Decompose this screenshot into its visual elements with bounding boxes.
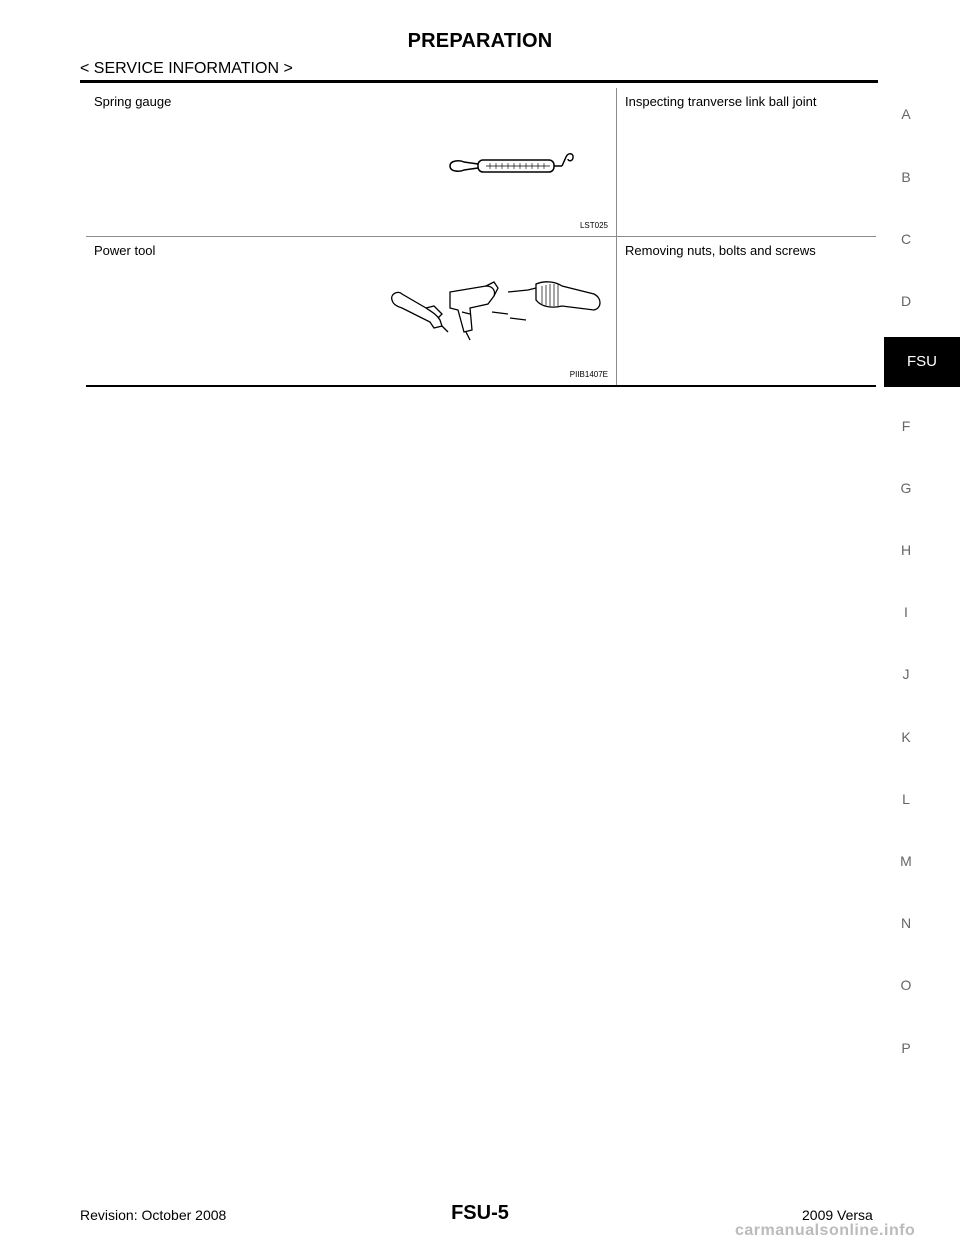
tool-row bbox=[86, 88, 876, 237]
index-tab-active[interactable]: FSU bbox=[884, 337, 960, 387]
tool-cell bbox=[86, 88, 616, 236]
index-letter-b[interactable]: B bbox=[901, 169, 911, 185]
tool-row bbox=[86, 237, 876, 387]
index-letter-j[interactable]: J bbox=[902, 666, 910, 682]
index-letter-k[interactable]: K bbox=[901, 729, 911, 745]
tool-description: Removing nuts, bolts and screws bbox=[616, 237, 876, 385]
power-tool-icon bbox=[386, 278, 606, 353]
index-letter-g[interactable]: G bbox=[900, 480, 912, 496]
index-letter-c[interactable]: C bbox=[900, 231, 912, 247]
header-rule bbox=[80, 80, 878, 83]
index-letter-l[interactable]: L bbox=[902, 791, 910, 807]
watermark: carmanualsonline.info bbox=[735, 1222, 916, 1239]
tool-description: Inspecting tranverse link ball joint bbox=[616, 88, 876, 236]
page-number: FSU-5 bbox=[451, 1202, 509, 1224]
index-letter-i[interactable]: I bbox=[904, 604, 908, 620]
index-letter-m[interactable]: M bbox=[900, 853, 912, 869]
index-letter-f[interactable]: F bbox=[901, 418, 911, 434]
tool-figure-code: PIIB1407E bbox=[569, 370, 608, 379]
index-letter-n[interactable]: N bbox=[900, 915, 912, 931]
tool-figure-code: LST025 bbox=[579, 221, 608, 230]
page-title: PREPARATION bbox=[407, 30, 553, 52]
index-letter-o[interactable]: O bbox=[900, 977, 912, 993]
tool-cell bbox=[86, 237, 616, 385]
spring-gauge-icon bbox=[446, 149, 576, 188]
tool-name: Power tool bbox=[94, 243, 156, 258]
index-letter-a[interactable]: A bbox=[901, 106, 911, 122]
tool-name: Spring gauge bbox=[94, 94, 172, 109]
tool-table bbox=[86, 88, 876, 387]
section-title: < SERVICE INFORMATION > bbox=[80, 60, 293, 77]
revision-date: Revision: October 2008 bbox=[80, 1207, 227, 1223]
model-name: 2009 Versa bbox=[802, 1207, 873, 1223]
index-letter-p[interactable]: P bbox=[901, 1040, 911, 1056]
index-letter-h[interactable]: H bbox=[900, 542, 912, 558]
index-letter-d[interactable]: D bbox=[900, 293, 912, 309]
